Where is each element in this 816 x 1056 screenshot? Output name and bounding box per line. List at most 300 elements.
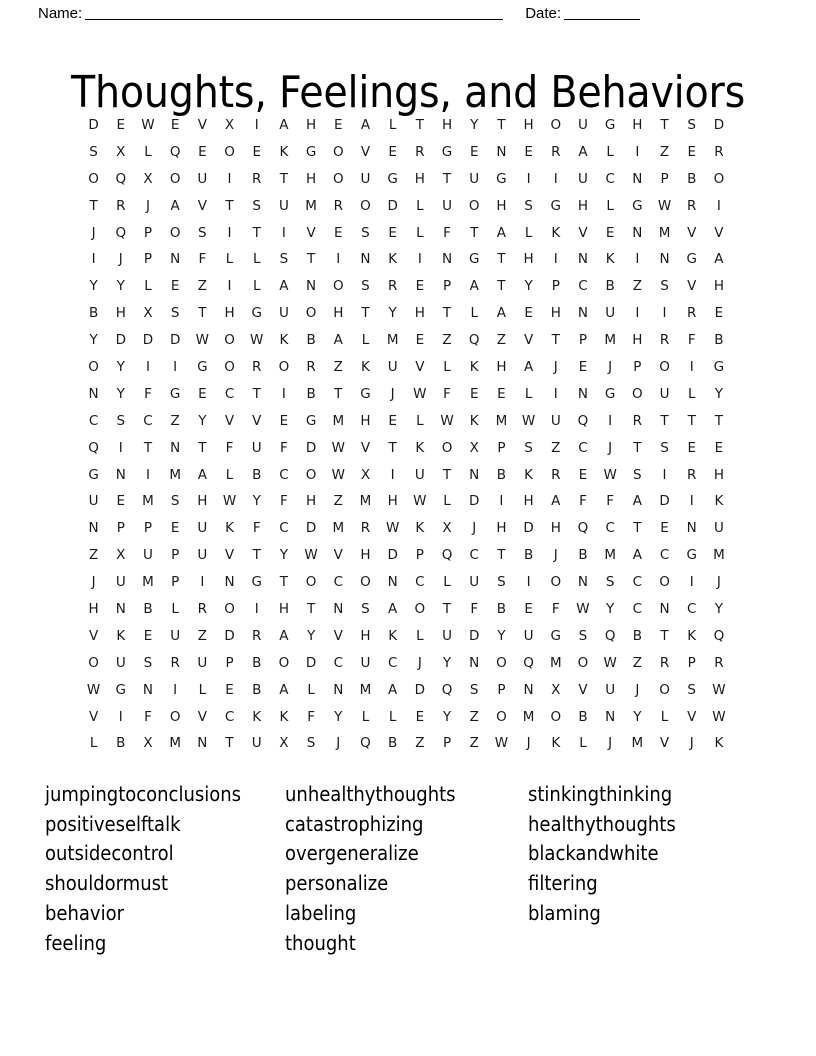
grid-letter[interactable]: U [387,359,398,376]
grid-letter[interactable]: T [497,117,506,133]
grid-letter[interactable]: N [577,305,589,322]
grid-letter[interactable]: O [577,654,589,671]
grid-letter[interactable]: G [686,251,697,268]
grid-letter[interactable]: O [550,708,562,725]
grid-letter[interactable]: I [417,251,422,268]
grid-letter[interactable]: N [577,251,589,268]
grid-letter[interactable]: V [360,143,371,160]
grid-letter[interactable]: E [252,143,261,160]
grid-letter[interactable]: C [224,708,235,725]
grid-letter[interactable]: T [497,251,506,268]
grid-letter[interactable]: Y [89,278,98,295]
grid-letter[interactable]: Z [551,439,561,456]
grid-letter[interactable]: M [359,493,372,510]
grid-letter[interactable]: C [333,654,343,671]
grid-letter[interactable]: R [659,654,670,671]
grid-letter[interactable]: D [115,332,126,349]
grid-letter[interactable]: K [225,520,234,537]
grid-letter[interactable]: R [170,654,180,671]
grid-letter[interactable]: S [687,117,696,133]
grid-letter[interactable]: L [388,117,397,133]
date-write-in-line[interactable] [564,7,640,20]
grid-letter[interactable]: E [415,278,425,295]
grid-letter[interactable]: I [254,117,259,133]
grid-letter[interactable]: E [714,305,724,322]
grid-letter[interactable]: O [278,654,290,671]
grid-letter[interactable]: H [496,197,507,214]
grid-letter[interactable]: N [659,601,670,618]
grid-letter[interactable]: H [278,601,289,618]
grid-letter[interactable]: O [224,332,235,349]
grid-letter[interactable]: M [332,520,345,537]
grid-letter[interactable]: Q [115,170,127,187]
grid-letter[interactable]: P [143,520,153,537]
grid-letter[interactable]: G [632,197,643,214]
grid-letter[interactable]: A [388,681,398,698]
grid-letter[interactable]: V [306,224,316,241]
grid-letter[interactable]: K [116,627,126,644]
grid-letter[interactable]: S [524,197,533,214]
grid-letter[interactable]: T [225,197,234,214]
grid-letter[interactable]: C [659,547,670,564]
grid-letter[interactable]: Z [469,708,479,725]
grid-letter[interactable]: U [278,197,289,214]
grid-letter[interactable]: A [469,278,479,295]
grid-letter[interactable]: O [88,359,99,376]
grid-letter[interactable]: V [252,412,262,429]
grid-letter[interactable]: P [551,278,560,295]
grid-letter[interactable]: K [551,735,561,752]
grid-letter[interactable]: B [306,385,316,402]
word-list-item[interactable]: positiveselftalk [45,811,181,836]
grid-letter[interactable]: J [336,735,341,752]
grid-letter[interactable]: O [414,601,426,618]
grid-letter[interactable]: W [603,466,617,483]
grid-letter[interactable]: R [387,278,398,295]
grid-letter[interactable]: W [86,681,101,698]
grid-letter[interactable]: V [687,278,697,295]
grid-letter[interactable]: U [523,627,534,644]
word-list-item[interactable]: filtering [528,871,598,896]
grid-letter[interactable]: G [496,170,507,187]
grid-letter[interactable]: M [495,412,508,429]
grid-letter[interactable]: E [388,143,397,160]
grid-letter[interactable]: E [198,385,207,402]
grid-letter[interactable]: R [714,143,724,160]
grid-letter[interactable]: R [197,601,208,618]
grid-letter[interactable]: C [224,385,235,402]
grid-letter[interactable]: E [279,412,289,429]
grid-letter[interactable]: E [170,520,180,537]
grid-letter[interactable]: L [361,332,370,349]
grid-letter[interactable]: D [224,627,235,644]
grid-letter[interactable]: T [334,385,343,402]
grid-letter[interactable]: U [414,466,425,483]
word-list-item[interactable]: outsidecontrol [45,841,174,866]
grid-letter[interactable]: J [689,735,694,752]
grid-letter[interactable]: P [442,278,452,295]
grid-letter[interactable]: J [526,735,531,752]
grid-letter[interactable]: N [686,520,697,537]
word-list-item[interactable]: behavior [45,900,124,925]
grid-letter[interactable]: I [662,466,667,483]
grid-letter[interactable]: F [307,708,315,725]
word-list-item[interactable]: healthythoughts [528,811,676,836]
grid-letter[interactable]: U [578,170,588,187]
grid-letter[interactable]: V [687,708,697,725]
grid-letter[interactable]: Q [577,412,589,429]
grid-letter[interactable]: V [88,708,99,725]
grid-letter[interactable]: L [225,466,234,483]
grid-letter[interactable]: K [605,251,615,268]
grid-letter[interactable]: Q [577,520,589,537]
grid-letter[interactable]: Q [604,627,616,644]
grid-letter[interactable]: Z [442,332,452,349]
grid-letter[interactable]: H [523,117,534,133]
grid-letter[interactable]: R [116,197,126,214]
grid-letter[interactable]: T [633,520,642,537]
grid-letter[interactable]: A [496,305,507,322]
grid-letter[interactable]: O [305,574,317,591]
grid-letter[interactable]: D [142,332,154,349]
grid-letter[interactable]: L [416,412,424,429]
grid-letter[interactable]: C [605,520,615,537]
grid-letter[interactable]: N [197,735,208,752]
grid-letter[interactable]: A [170,197,180,214]
grid-letter[interactable]: M [142,493,154,510]
grid-letter[interactable]: P [171,547,180,564]
grid-letter[interactable]: I [689,574,694,591]
grid-letter[interactable]: H [632,332,643,349]
grid-letter[interactable]: B [306,332,316,349]
grid-letter[interactable]: I [336,251,341,268]
grid-letter[interactable]: D [414,681,426,698]
grid-letter[interactable]: Z [415,735,425,752]
grid-letter[interactable]: K [279,708,289,725]
grid-letter[interactable]: T [660,117,669,133]
grid-letter[interactable]: L [416,224,424,241]
grid-letter[interactable]: L [252,278,261,295]
grid-letter[interactable]: O [278,359,290,376]
grid-letter[interactable]: O [632,385,643,402]
grid-letter[interactable]: A [578,143,588,160]
grid-letter[interactable]: B [252,466,262,483]
grid-letter[interactable]: N [224,574,235,591]
grid-letter[interactable]: I [145,466,150,483]
grid-letter[interactable]: L [144,143,152,160]
grid-letter[interactable]: H [360,547,371,564]
grid-letter[interactable]: I [553,170,558,187]
grid-letter[interactable]: Z [333,493,343,510]
grid-letter[interactable]: E [198,143,207,160]
grid-letter[interactable]: H [550,520,561,537]
grid-letter[interactable]: N [469,654,480,671]
grid-letter[interactable]: I [608,412,613,429]
grid-letter[interactable]: H [387,493,398,510]
grid-letter[interactable]: J [635,681,640,698]
grid-letter[interactable]: F [470,601,479,618]
grid-letter[interactable]: W [413,385,427,402]
grid-letter[interactable]: Q [169,143,181,160]
grid-letter[interactable]: R [252,627,262,644]
grid-letter[interactable]: U [88,493,99,510]
grid-letter[interactable]: O [659,359,670,376]
grid-letter[interactable]: J [608,735,613,752]
grid-letter[interactable]: S [116,412,126,429]
grid-letter[interactable]: O [659,574,670,591]
grid-letter[interactable]: R [714,654,724,671]
grid-letter[interactable]: T [198,305,207,322]
grid-letter[interactable]: M [305,197,317,214]
grid-letter[interactable]: D [305,520,317,537]
grid-letter[interactable]: F [280,493,288,510]
grid-letter[interactable]: R [360,520,371,537]
grid-letter[interactable]: Z [496,332,507,349]
grid-letter[interactable]: V [415,359,425,376]
grid-letter[interactable]: I [281,224,286,241]
grid-letter[interactable]: D [713,117,725,133]
grid-letter[interactable]: T [279,170,289,187]
grid-letter[interactable]: J [91,574,96,591]
grid-letter[interactable]: N [115,601,126,618]
grid-letter[interactable]: F [579,493,587,510]
grid-letter[interactable]: G [686,547,697,564]
grid-letter[interactable]: B [496,466,507,483]
grid-letter[interactable]: P [497,439,506,456]
grid-letter[interactable]: N [659,251,670,268]
grid-letter[interactable]: A [360,117,371,133]
grid-letter[interactable]: N [605,708,616,725]
grid-letter[interactable]: F [606,493,615,510]
grid-letter[interactable]: Q [360,735,371,752]
word-list-item[interactable]: overgeneralize [285,841,419,866]
grid-letter[interactable]: P [171,574,180,591]
grid-letter[interactable]: I [91,251,96,268]
grid-letter[interactable]: L [361,708,370,725]
grid-letter[interactable]: K [279,332,289,349]
grid-letter[interactable]: V [523,332,534,349]
grid-letter[interactable]: K [687,627,697,644]
grid-letter[interactable]: R [659,332,670,349]
grid-letter[interactable]: T [143,439,153,456]
grid-letter[interactable]: C [333,574,343,591]
grid-letter[interactable]: M [522,708,535,725]
grid-letter[interactable]: L [388,708,397,725]
grid-letter[interactable]: Y [388,305,397,322]
grid-letter[interactable]: J [716,574,721,591]
grid-letter[interactable]: E [415,332,425,349]
grid-letter[interactable]: O [169,708,181,725]
grid-letter[interactable]: W [331,439,345,456]
grid-letter[interactable]: V [88,627,99,644]
grid-letter[interactable]: C [578,439,588,456]
grid-letter[interactable]: W [195,332,210,349]
grid-letter[interactable]: M [359,681,372,698]
grid-letter[interactable]: U [659,385,670,402]
grid-letter[interactable]: A [632,493,642,510]
grid-letter[interactable]: A [632,547,642,564]
grid-letter[interactable]: I [118,439,123,456]
grid-letter[interactable]: N [632,170,643,187]
grid-letter[interactable]: B [632,627,642,644]
grid-letter[interactable]: X [143,170,153,187]
grid-letter[interactable]: T [687,412,696,429]
grid-letter[interactable]: L [89,735,98,752]
grid-letter[interactable]: L [307,681,315,698]
grid-letter[interactable]: H [523,493,534,510]
grid-letter[interactable]: G [251,305,262,322]
grid-letter[interactable]: Y [497,627,506,644]
grid-letter[interactable]: Z [197,627,207,644]
grid-letter[interactable]: C [143,412,153,429]
grid-letter[interactable]: E [334,224,343,241]
grid-letter[interactable]: X [442,520,452,537]
grid-letter[interactable]: H [577,197,589,214]
grid-letter[interactable]: N [360,251,371,268]
grid-letter[interactable]: S [252,197,261,214]
grid-letter[interactable]: M [713,547,725,564]
grid-letter[interactable]: I [145,359,150,376]
grid-letter[interactable]: C [387,654,398,671]
grid-letter[interactable]: Y [116,385,125,402]
grid-letter[interactable]: Q [115,224,127,241]
grid-letter[interactable]: K [415,439,425,456]
grid-letter[interactable]: H [523,251,534,268]
grid-letter[interactable]: V [197,117,207,133]
grid-letter[interactable]: J [390,385,395,402]
grid-letter[interactable]: M [386,332,399,349]
grid-letter[interactable]: K [714,735,724,752]
grid-letter[interactable]: H [115,305,126,322]
grid-letter[interactable]: S [361,278,370,295]
word-list-item[interactable]: feeling [45,930,107,955]
grid-letter[interactable]: H [414,305,425,322]
grid-letter[interactable]: W [657,197,672,214]
grid-letter[interactable]: A [714,251,724,268]
grid-letter[interactable]: U [143,547,153,564]
grid-letter[interactable]: I [227,224,232,241]
grid-letter[interactable]: I [254,601,259,618]
grid-letter[interactable]: D [169,332,181,349]
grid-letter[interactable]: M [169,466,181,483]
grid-letter[interactable]: E [714,439,724,456]
grid-letter[interactable]: A [551,493,561,510]
grid-letter[interactable]: Y [714,601,724,618]
grid-letter[interactable]: O [224,359,235,376]
grid-letter[interactable]: D [305,654,317,671]
grid-letter[interactable]: C [687,601,697,618]
grid-letter[interactable]: U [605,305,616,322]
grid-letter[interactable]: Q [441,547,453,564]
grid-letter[interactable]: S [633,466,642,483]
grid-letter[interactable]: U [170,627,181,644]
grid-letter[interactable]: J [417,654,422,671]
grid-letter[interactable]: N [387,574,398,591]
grid-letter[interactable]: N [333,681,344,698]
grid-letter[interactable]: W [331,466,345,483]
grid-letter[interactable]: G [387,170,398,187]
word-list-item[interactable]: shouldormust [45,871,169,896]
grid-letter[interactable]: R [632,412,643,429]
grid-letter[interactable]: O [659,681,670,698]
grid-letter[interactable]: N [333,601,344,618]
grid-letter[interactable]: E [388,412,397,429]
grid-letter[interactable]: S [170,493,180,510]
grid-letter[interactable]: X [551,681,561,698]
grid-letter[interactable]: O [496,654,507,671]
grid-letter[interactable]: S [143,654,153,671]
grid-letter[interactable]: Z [197,278,207,295]
grid-letter[interactable]: S [687,681,696,698]
grid-letter[interactable]: C [469,547,479,564]
grid-letter[interactable]: L [443,359,451,376]
grid-letter[interactable]: N [632,224,643,241]
grid-letter[interactable]: K [415,520,425,537]
grid-letter[interactable]: D [88,117,99,133]
grid-letter[interactable]: U [115,654,126,671]
grid-letter[interactable]: B [252,654,262,671]
grid-letter[interactable]: K [388,251,398,268]
grid-letter[interactable]: A [333,332,343,349]
grid-letter[interactable]: I [227,278,232,295]
grid-letter[interactable]: E [660,520,669,537]
grid-letter[interactable]: N [496,143,507,160]
grid-letter[interactable]: O [224,143,235,160]
grid-letter[interactable]: S [279,251,289,268]
grid-letter[interactable]: R [252,359,262,376]
grid-letter[interactable]: G [550,197,562,214]
grid-letter[interactable]: Y [442,708,452,725]
grid-letter[interactable]: C [605,170,615,187]
word-list-item[interactable]: catastrophizing [285,811,424,836]
grid-letter[interactable]: Y [279,547,289,564]
grid-letter[interactable]: A [388,601,398,618]
grid-letter[interactable]: L [198,681,207,698]
grid-letter[interactable]: S [660,278,669,295]
grid-letter[interactable]: H [496,359,507,376]
grid-letter[interactable]: D [659,493,670,510]
grid-letter[interactable]: G [604,117,616,133]
grid-letter[interactable]: M [658,224,671,241]
grid-letter[interactable]: K [551,224,561,241]
grid-letter[interactable]: A [279,278,289,295]
grid-letter[interactable]: V [333,547,343,564]
grid-letter[interactable]: Q [523,654,534,671]
grid-letter[interactable]: Y [714,385,724,402]
grid-letter[interactable]: B [143,601,153,618]
grid-letter[interactable]: I [173,359,178,376]
grid-letter[interactable]: L [660,708,669,725]
grid-letter[interactable]: O [468,197,480,214]
grid-letter[interactable]: N [577,574,589,591]
grid-letter[interactable]: V [197,708,207,725]
grid-letter[interactable]: J [608,439,613,456]
grid-letter[interactable]: I [526,170,531,187]
grid-letter[interactable]: U [197,547,208,564]
grid-letter[interactable]: L [606,197,614,214]
grid-letter[interactable]: B [714,332,724,349]
grid-letter[interactable]: T [252,385,261,402]
grid-letter[interactable]: U [197,654,208,671]
grid-letter[interactable]: T [361,305,370,322]
grid-letter[interactable]: R [687,466,697,483]
grid-letter[interactable]: Q [713,627,725,644]
grid-letter[interactable]: V [197,197,207,214]
grid-letter[interactable]: L [252,251,261,268]
grid-letter[interactable]: C [578,278,588,295]
grid-letter[interactable]: V [224,547,235,564]
grid-letter[interactable]: T [306,601,316,618]
